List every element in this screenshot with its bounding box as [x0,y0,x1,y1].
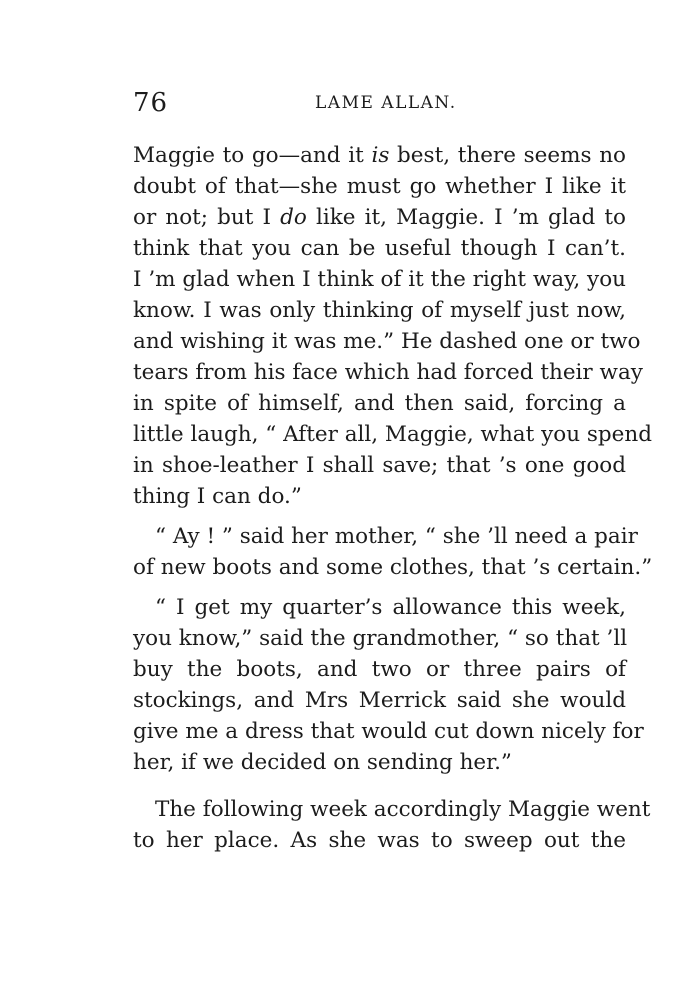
text-line: stockings, and Mrs Merrick said she would [133,688,626,713]
text-line: know. I was only thinking of myself just now, [133,298,626,323]
paragraph [133,140,653,512]
text-line: or not; but I do like it, Maggie. I ’m glad to [133,205,626,230]
text-line: Maggie to go—and it is best, there seems no [133,143,626,168]
text-line: and wishing it was me.” He dashed one or two [133,329,641,354]
paragraph-gap [133,778,626,794]
text-line: buy the boots, and two or three pairs of [133,657,626,682]
running-title: LAME ALLAN. [315,93,457,113]
italic-emphasis: do [280,205,307,230]
text-line: you know,” said the grandmother, “ so that ’ll [133,626,628,651]
text-line: in shoe-leather I shall save; that ’s one good [133,453,626,478]
text-line: give me a dress that would cut down nicely for [133,719,644,744]
paragraph-gap [133,583,626,592]
text-line: “ Ay ! ” said her mother, “ she ’ll need a pair [155,524,638,549]
text-line: tears from his face which had forced their way [133,360,643,385]
text-line: to her place. As she was to sweep out the [133,828,626,853]
paragraph [133,592,644,778]
text-line: think that you can be useful though I can’t. [133,236,626,261]
italic-emphasis: is [371,143,390,168]
text-line: in spite of himself, and then said, forcing a [133,391,626,416]
body-text [133,140,653,856]
paragraph-gap [133,512,626,521]
text-line: her, if we decided on sending her.” [133,750,512,775]
text-line: doubt of that—she must go whether I like it [133,174,626,199]
running-head [133,86,626,120]
text-line: I ’m glad when I think of it the right way, you [133,267,626,292]
text-line: “ I get my quarter’s allowance this week, [155,595,626,620]
paragraph [133,794,651,856]
page-number: 76 [133,88,169,118]
text-line: of new boots and some clothes, that ’s certain.” [133,555,653,580]
text-line: little laugh, “ After all, Maggie, what you spend [133,422,653,447]
text-line: thing I can do.” [133,484,302,509]
paragraph [133,521,653,583]
text-line: The following week accordingly Maggie went [155,797,651,822]
